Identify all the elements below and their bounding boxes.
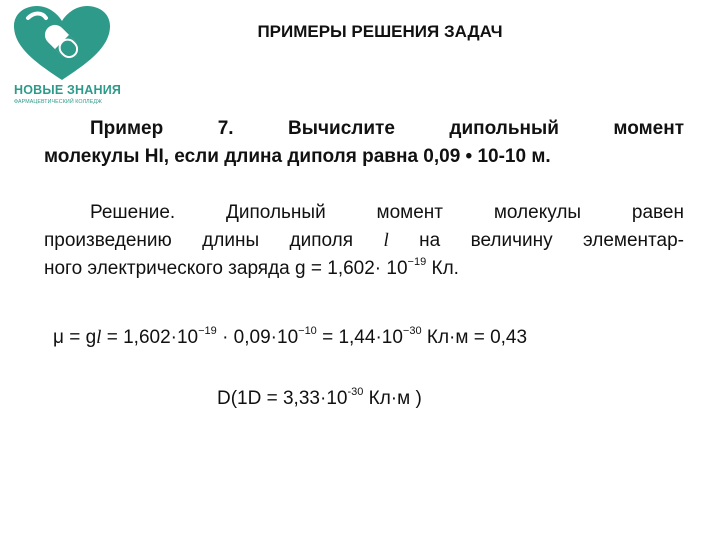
- exponent: −10: [298, 325, 317, 337]
- logo-title: НОВЫЕ ЗНАНИЯ: [14, 83, 122, 97]
- multiply-dot: ·: [270, 327, 277, 348]
- unit-text: Кл.: [426, 258, 459, 279]
- debye-part: м ): [397, 388, 422, 409]
- variable-l: l: [96, 327, 102, 348]
- formula-part: м = 0,43: [455, 327, 528, 348]
- exponent: −19: [198, 325, 217, 337]
- solution-line-2-text-a: произведению длины диполя: [44, 230, 384, 251]
- debye-part: 10: [326, 388, 348, 409]
- multiply-dot: ·: [375, 327, 382, 348]
- debye-definition: [217, 388, 422, 410]
- page-title: ПРИМЕРЫ РЕШЕНИЯ ЗАДАЧ: [257, 22, 503, 41]
- logo: [6, 4, 122, 112]
- debye-part: D(1D = 3,33: [217, 388, 320, 409]
- formula-part: = 1,44: [316, 327, 376, 348]
- exponent: -30: [347, 386, 364, 398]
- solution-text: [44, 199, 684, 283]
- multiply-dot: ·: [390, 388, 398, 409]
- solution-line-3: [44, 255, 684, 283]
- formula-part: 0,09: [228, 327, 271, 348]
- multiply-dot: ·: [319, 388, 327, 409]
- formula-part: = 1,602: [101, 327, 171, 348]
- problem-line-2: молекулы HI, если длина диполя равна 0,09 • 10-10 м.: [44, 146, 551, 167]
- exponent: −30: [402, 325, 422, 337]
- logo-subtitle: ФАРМАЦЕВТИЧЕСКИЙ КОЛЛЕДЖ: [14, 99, 103, 105]
- debye-part: Кл: [363, 388, 391, 409]
- formula-part: 10: [176, 327, 199, 348]
- solution-line-3-text: ного электрического заряда g = 1,602· 10: [44, 258, 408, 279]
- formula-part: 10: [381, 327, 403, 348]
- solution-line-2-text-b: на величину элементар-: [388, 230, 684, 251]
- multiply-dot: ·: [449, 327, 456, 348]
- multiply-dot: ·: [170, 327, 177, 348]
- dipole-formula: [53, 327, 527, 349]
- formula-part: μ = g: [53, 327, 97, 348]
- variable-l: l: [383, 230, 389, 251]
- solution-line-1: Решение. Дипольный момент молекулы равен: [90, 202, 684, 223]
- solution-line-2: [44, 227, 684, 255]
- formula-part: Кл: [421, 327, 450, 348]
- multiply-dot: ·: [222, 327, 229, 348]
- heart-pill-icon: [10, 4, 114, 82]
- problem-line-1: Пример 7. Вычислите дипольный момент: [90, 118, 684, 139]
- exponent: −19: [407, 256, 427, 268]
- formula-part: 10: [277, 327, 299, 348]
- problem-statement: [44, 115, 684, 171]
